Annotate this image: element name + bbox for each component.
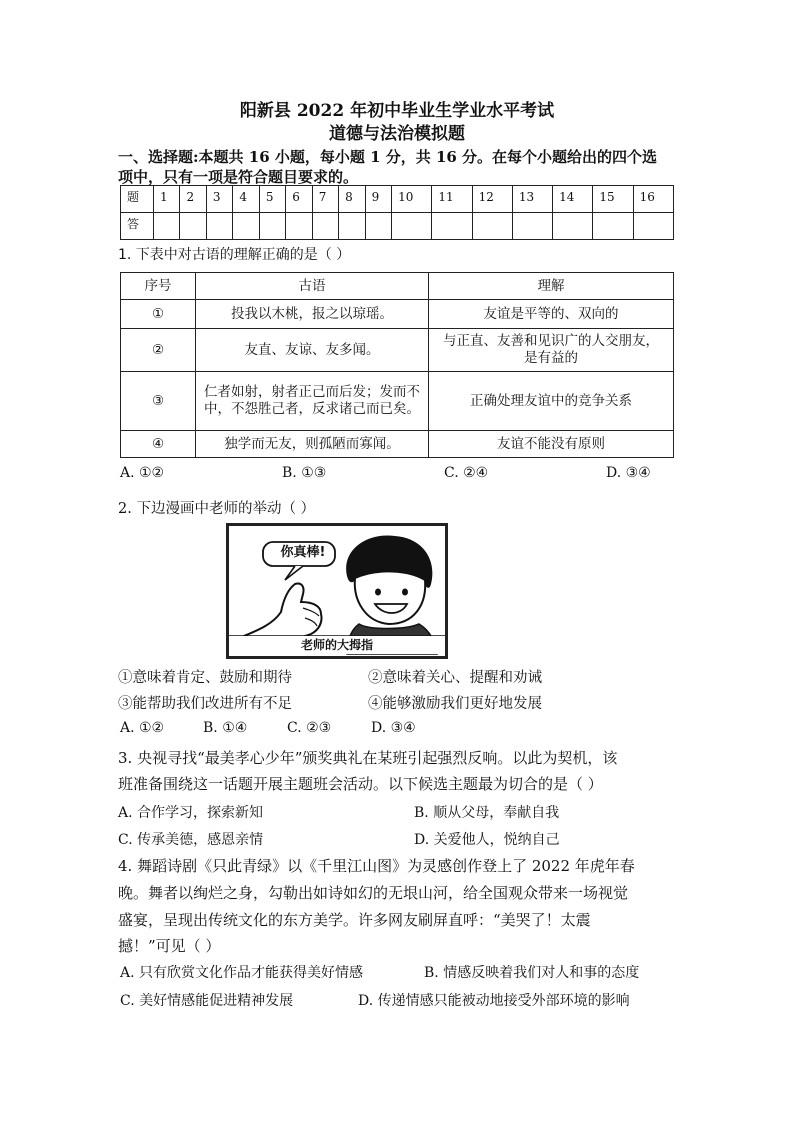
q3-stem-line1: 3. 央视寻找“最美孝心少年”颁奖典礼在某班引起强烈反响。以此为契机，该	[118, 749, 618, 767]
q1-row	[121, 300, 674, 329]
answer-cell[interactable]	[180, 213, 206, 240]
q1-row-saying: 仁者如射，射者正己而后发；发而不中，不怨胜己者，反求诸己而已矣。	[196, 372, 429, 431]
answer-cell[interactable]	[233, 213, 259, 240]
answer-number: 10	[392, 186, 432, 213]
q1-row	[121, 329, 674, 372]
answer-cell[interactable]	[365, 213, 391, 240]
answer-cell[interactable]	[339, 213, 365, 240]
section-intro-line2: 项中，只有一项是符合题目要求的。	[118, 168, 359, 186]
q1-row-saying: 投我以木桃，报之以琼瑶。	[196, 300, 429, 329]
q2-item-1: ①意味着肯定、鼓励和期待	[118, 670, 292, 686]
section-intro-line1: 一、选择题:本题共 16 小题，每小题 1 分，共 16 分。在每个小题给出的四个选	[118, 148, 658, 166]
q1-header-no: 序号	[121, 273, 196, 300]
q1-row-no: ③	[121, 372, 196, 431]
answer-cell[interactable]	[633, 213, 673, 240]
q2-option-a[interactable]: A. ①②	[120, 720, 165, 736]
q1-row-no: ④	[121, 431, 196, 458]
answer-number: 16	[633, 186, 673, 213]
q1-header-row	[121, 273, 674, 300]
q3-option-a[interactable]: A. 合作学习，探索新知	[118, 805, 264, 821]
answer-number: 8	[339, 186, 365, 213]
q1-row-saying: 友直、友谅、友多闻。	[196, 329, 429, 372]
answer-number: 5	[259, 186, 285, 213]
answer-table-number-row	[121, 186, 674, 213]
q4-option-b[interactable]: B. 情感反映着我们对人和事的态度	[424, 965, 640, 981]
q1-table	[120, 272, 674, 458]
cartoon-caption: 老师的大拇指	[229, 636, 445, 654]
q4-option-a[interactable]: A. 只有欣赏文化作品才能获得美好情感	[120, 965, 364, 981]
q1-row-no: ②	[121, 329, 196, 372]
q2-item-2: ②意味着关心、提醒和劝诫	[368, 670, 542, 686]
q1-stem: 1. 下表中对古语的理解正确的是（ ）	[118, 247, 351, 263]
answer-cell[interactable]	[206, 213, 232, 240]
q1-option-c[interactable]: C. ②④	[444, 465, 489, 481]
answer-number: 6	[286, 186, 312, 213]
teacher-thumb-cartoon	[226, 523, 448, 659]
answer-number: 13	[512, 186, 552, 213]
q3-option-b[interactable]: B. 顺从父母，奉献自我	[414, 805, 560, 821]
q4-stem-line4: 撼！”可见（ ）	[118, 937, 221, 955]
answer-cell[interactable]	[512, 213, 552, 240]
q2-option-c[interactable]: C. ②③	[287, 720, 332, 736]
q1-row	[121, 372, 674, 431]
q4-option-d[interactable]: D. 传递情感只能被动地接受外部环境的影响	[358, 993, 630, 1009]
q4-stem-line3: 盛宴，呈现出传统文化的东方美学。许多网友刷屏直呼：“美哭了！太震	[118, 911, 591, 929]
boy-face	[355, 571, 425, 624]
answer-number: 2	[180, 186, 206, 213]
q1-row-saying: 独学而无友，则孤陋而寡闻。	[196, 431, 429, 458]
q1-option-a[interactable]: A. ①②	[120, 465, 165, 481]
exam-subtitle: 道德与法治模拟题	[329, 124, 465, 144]
q1-row-meaning: 与正直、友善和见识广的人交朋友，是有益的	[429, 329, 674, 372]
q4-option-c[interactable]: C. 美好情感能促进精神发展	[120, 993, 294, 1009]
q1-header-saying: 古语	[196, 273, 429, 300]
answer-cell[interactable]	[472, 213, 512, 240]
answer-cell[interactable]	[593, 213, 633, 240]
q1-option-d[interactable]: D. ③④	[606, 465, 651, 481]
answer-cell[interactable]	[392, 213, 432, 240]
answer-number: 3	[206, 186, 232, 213]
answer-number: 1	[154, 186, 180, 213]
q2-option-d[interactable]: D. ③④	[371, 720, 416, 736]
answer-table	[120, 185, 674, 240]
answer-number: 7	[312, 186, 338, 213]
answer-number: 12	[472, 186, 512, 213]
q2-option-b[interactable]: B. ①④	[203, 720, 248, 736]
q4-stem-line2: 晚。舞者以绚烂之身，勾勒出如诗如幻的无垠山河，给全国观众带来一场视觉	[118, 884, 629, 902]
q1-option-b[interactable]: B. ①③	[282, 465, 327, 481]
answer-cell[interactable]	[432, 213, 472, 240]
answer-cell[interactable]	[553, 213, 593, 240]
q1-header-meaning: 理解	[429, 273, 674, 300]
answer-cell[interactable]	[259, 213, 285, 240]
q3-option-d[interactable]: D. 关爱他人，悦纳自己	[414, 832, 560, 848]
answer-number: 14	[553, 186, 593, 213]
q4-stem-line1: 4. 舞蹈诗剧《只此青绿》以《千里江山图》为灵感创作登上了 2022 年虎年春	[118, 857, 635, 875]
q1-row-meaning: 友谊是平等的、双向的	[429, 300, 674, 329]
answer-number: 11	[432, 186, 472, 213]
q1-row	[121, 431, 674, 458]
q2-stem: 2. 下边漫画中老师的举动（ ）	[118, 501, 316, 517]
answer-table-blank-row	[121, 213, 674, 240]
answer-row-label: 题	[121, 186, 154, 213]
boy-eye	[375, 589, 381, 596]
q3-stem-line2: 班准备围绕这一话题开展主题班会活动。以下候选主题最为切合的是（ ）	[118, 775, 603, 793]
boy-eye	[402, 589, 408, 596]
speech-bubble-tail	[285, 566, 303, 580]
exam-title: 阳新县 2022 年初中毕业生学业水平考试	[239, 101, 555, 121]
answer-cell[interactable]	[154, 213, 180, 240]
answer-cell[interactable]	[286, 213, 312, 240]
q2-item-3: ③能帮助我们改进所有不足	[118, 696, 292, 712]
q1-row-no: ①	[121, 300, 196, 329]
answer-row-label: 答	[121, 213, 154, 240]
answer-number: 15	[593, 186, 633, 213]
q1-row-meaning: 友谊不能没有原则	[429, 431, 674, 458]
q3-option-c[interactable]: C. 传承美德，感恩亲情	[118, 832, 264, 848]
answer-number: 4	[233, 186, 259, 213]
answer-number: 9	[365, 186, 391, 213]
answer-cell[interactable]	[312, 213, 338, 240]
speech-bubble-text: 你真棒!	[280, 545, 326, 560]
q2-item-4: ④能够激励我们更好地发展	[368, 696, 542, 712]
q1-row-meaning: 正确处理友谊中的竞争关系	[429, 372, 674, 431]
